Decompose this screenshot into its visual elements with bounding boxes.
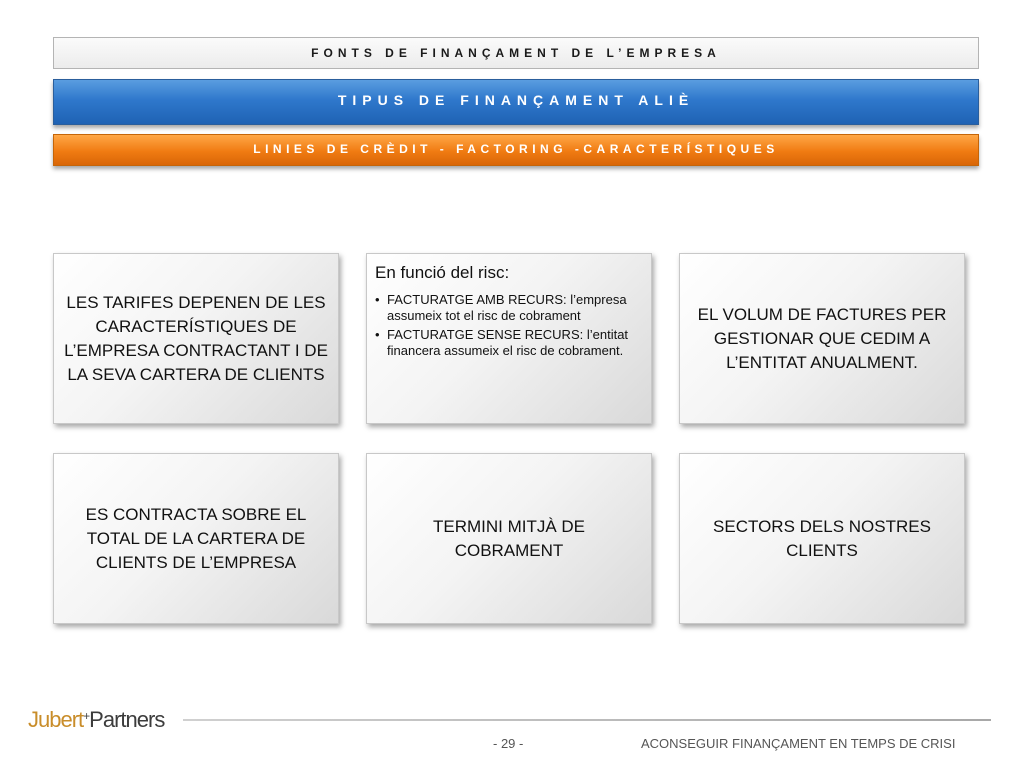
card-risc [366, 253, 652, 424]
footer-divider [183, 719, 991, 721]
logo-part2: Partners [89, 707, 165, 732]
bullet-icon: • [375, 292, 380, 307]
list-item [375, 292, 643, 324]
card-text: LES TARIFES DEPENEN DE LES CARACTERÍSTIQUES DE L’EMPRESA CONTRACTANT I DE LA SEVA CARTERA DE CLIENTS [64, 292, 328, 384]
page-number: - 29 - [493, 736, 524, 751]
risk-bullet-list [375, 292, 643, 359]
card-cartera [53, 453, 339, 624]
section-banner [53, 134, 979, 166]
list-item-text: FACTURATGE SENSE RECURS: l’entitat financera assumeix el risc de cobrament. [387, 327, 629, 358]
card-volum [679, 253, 965, 424]
slide-title: FONTS DE FINANÇAMENT DE L’EMPRESA [311, 46, 721, 60]
company-logo [28, 707, 164, 737]
logo-part1: Jubert [28, 707, 84, 732]
logo-plus: + [83, 709, 90, 723]
slide-subtitle: TIPUS DE FINANÇAMENT ALIÈ [337, 92, 695, 108]
card-text: TERMINI MITJÀ DE COBRAMENT [432, 516, 586, 560]
slide-title-banner [53, 37, 979, 69]
footer-title: ACONSEGUIR FINANÇAMENT EN TEMPS DE CRISI [641, 736, 956, 751]
section-title: LINIES DE CRÈDIT - FACTORING -CARACTERÍSTIQUES [253, 142, 779, 156]
list-item-text: FACTURATGE AMB RECURS: l’empresa assumeix tot el risc de cobrament [387, 292, 627, 323]
card-text: SECTORS DELS NOSTRES CLIENTS [713, 516, 931, 560]
list-item [375, 327, 643, 359]
subtitle-banner [53, 79, 979, 125]
bullet-icon: • [375, 327, 380, 342]
card-tarifes [53, 253, 339, 424]
card-text: ES CONTRACTA SOBRE EL TOTAL DE LA CARTERA DE CLIENTS DE L’EMPRESA [85, 504, 307, 572]
card-text: EL VOLUM DE FACTURES PER GESTIONAR QUE CEDIM A L’ENTITAT ANUALMENT. [697, 304, 947, 372]
card-list-title: En funció del risc: [375, 263, 510, 282]
card-termini [366, 453, 652, 624]
card-sectors [679, 453, 965, 624]
